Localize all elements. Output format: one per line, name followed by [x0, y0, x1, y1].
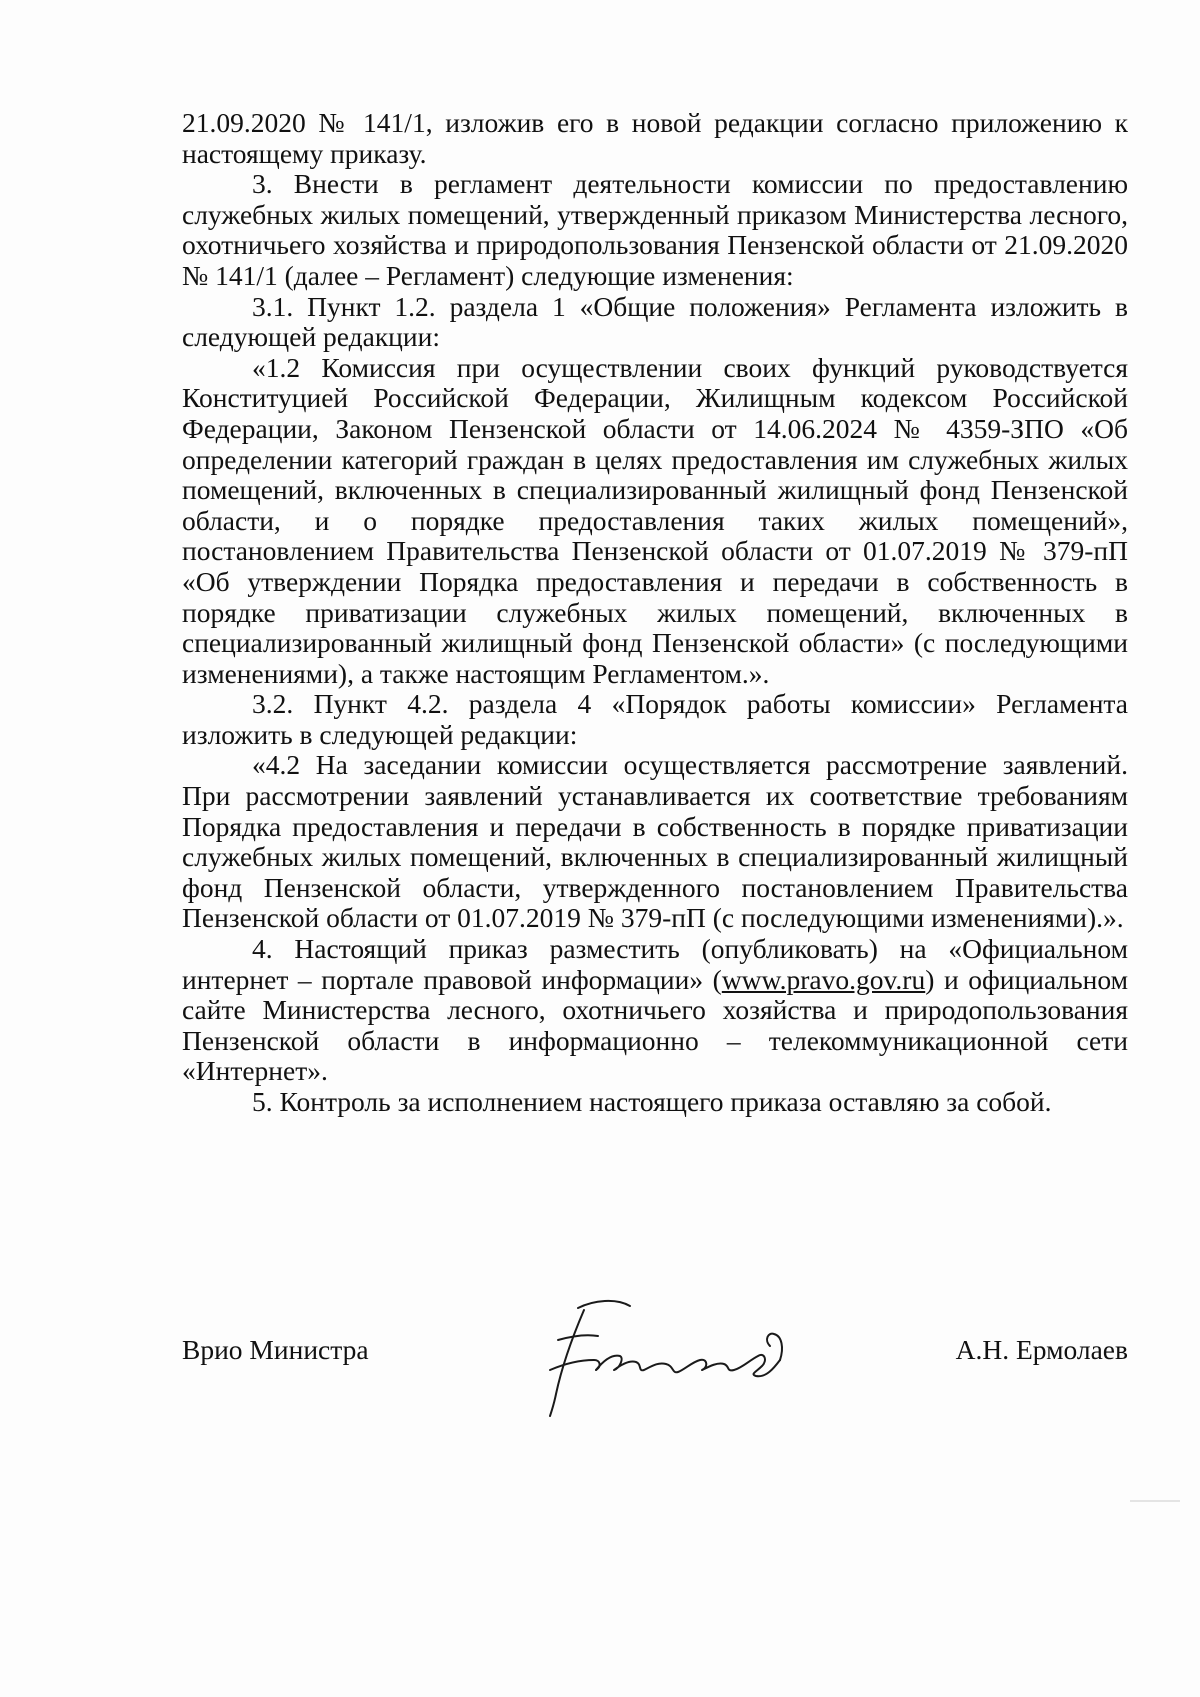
signature-block [182, 1290, 1128, 1420]
paragraph-continuation: 21.09.2020 № 141/1, изложив его в новой редакции согласно приложению к настоящему приказу. [182, 107, 1128, 169]
paragraph-item-3: 3. Внести в регламент деятельности комиссии по предоставлению служебных жилых помещений, утвержденный приказом Министерства лесного, охотничьего хозяйства и природопользования Пензенской области от 21.09.2020 № 141/1 (далее – Регламент) следующие изменения: [182, 168, 1128, 291]
signatory-name: А.Н. Ермолаев [955, 1334, 1128, 1365]
paragraph-quote-4-2: «4.2 На заседании комиссии осуществляется рассмотрение заявлений. При рассмотрении заявлений устанавливается их соответствие требованиям Порядка предоставления и передачи в собственность в порядке приватизации служебных жилых помещений, включенных в специализированный жилищный фонд Пензенской области, утвержденного постановлением Правительства Пензенской области от 01.07.2019 № 379-пП (с последующими изменениями).». [182, 749, 1128, 934]
paragraph-item-4-text-start: 4. Настоящий приказ разместить (опубликовать) на «Официальном интернет – портале правовой информации» ( [182, 933, 1128, 995]
paragraph-item-3-2: 3.2. Пункт 4.2. раздела 4 «Порядок работы комиссии» Регламента изложить в следующей редакции: [182, 688, 1128, 750]
document-body [182, 108, 1128, 1118]
paragraph-item-4 [182, 934, 1128, 1087]
pravo-gov-link[interactable]: www.pravo.gov.ru [721, 963, 926, 995]
paragraph-quote-1-2: «1.2 Комиссия при осуществлении своих функций руководствуется Конституцией Российской Федерации, Жилищным кодексом Российской Федерации, Законом Пензенской области от 14.06.2024 № 4359-ЗПО «Об определении категорий граждан в целях предоставления им служебных жилых помещений, включенных в специализированный жилищный фонд Пензенской области, и о порядке предоставления таких жилых помещений», постановлением Правительства Пензенской области от 01.07.2019 № 379-пП «Об утверждении Порядка предоставления и передачи в собственность в порядке приватизации служебных жилых помещений, включенных в специализированный жилищный фонд Пензенской области» (с последующими изменениями), а также настоящим Регламентом.». [182, 351, 1128, 689]
paragraph-item-5: 5. Контроль за исполнением настоящего приказа оставляю за собой. [252, 1086, 1052, 1117]
signatory-title: Врио Министра [182, 1334, 369, 1365]
paragraph-item-3-1: 3.1. Пункт 1.2. раздела 1 «Общие положения» Регламента изложить в следующей редакции: [182, 290, 1128, 353]
scan-margin-artifact [1130, 1500, 1180, 1502]
handwritten-signature [512, 1290, 812, 1420]
paragraph-item-4-text-end: ) и официальном сайте Министерства лесного, охотничьего хозяйства и природопользования Пензенской области в информационно – телекоммуникационной сети «Интернет». [182, 963, 1128, 1087]
